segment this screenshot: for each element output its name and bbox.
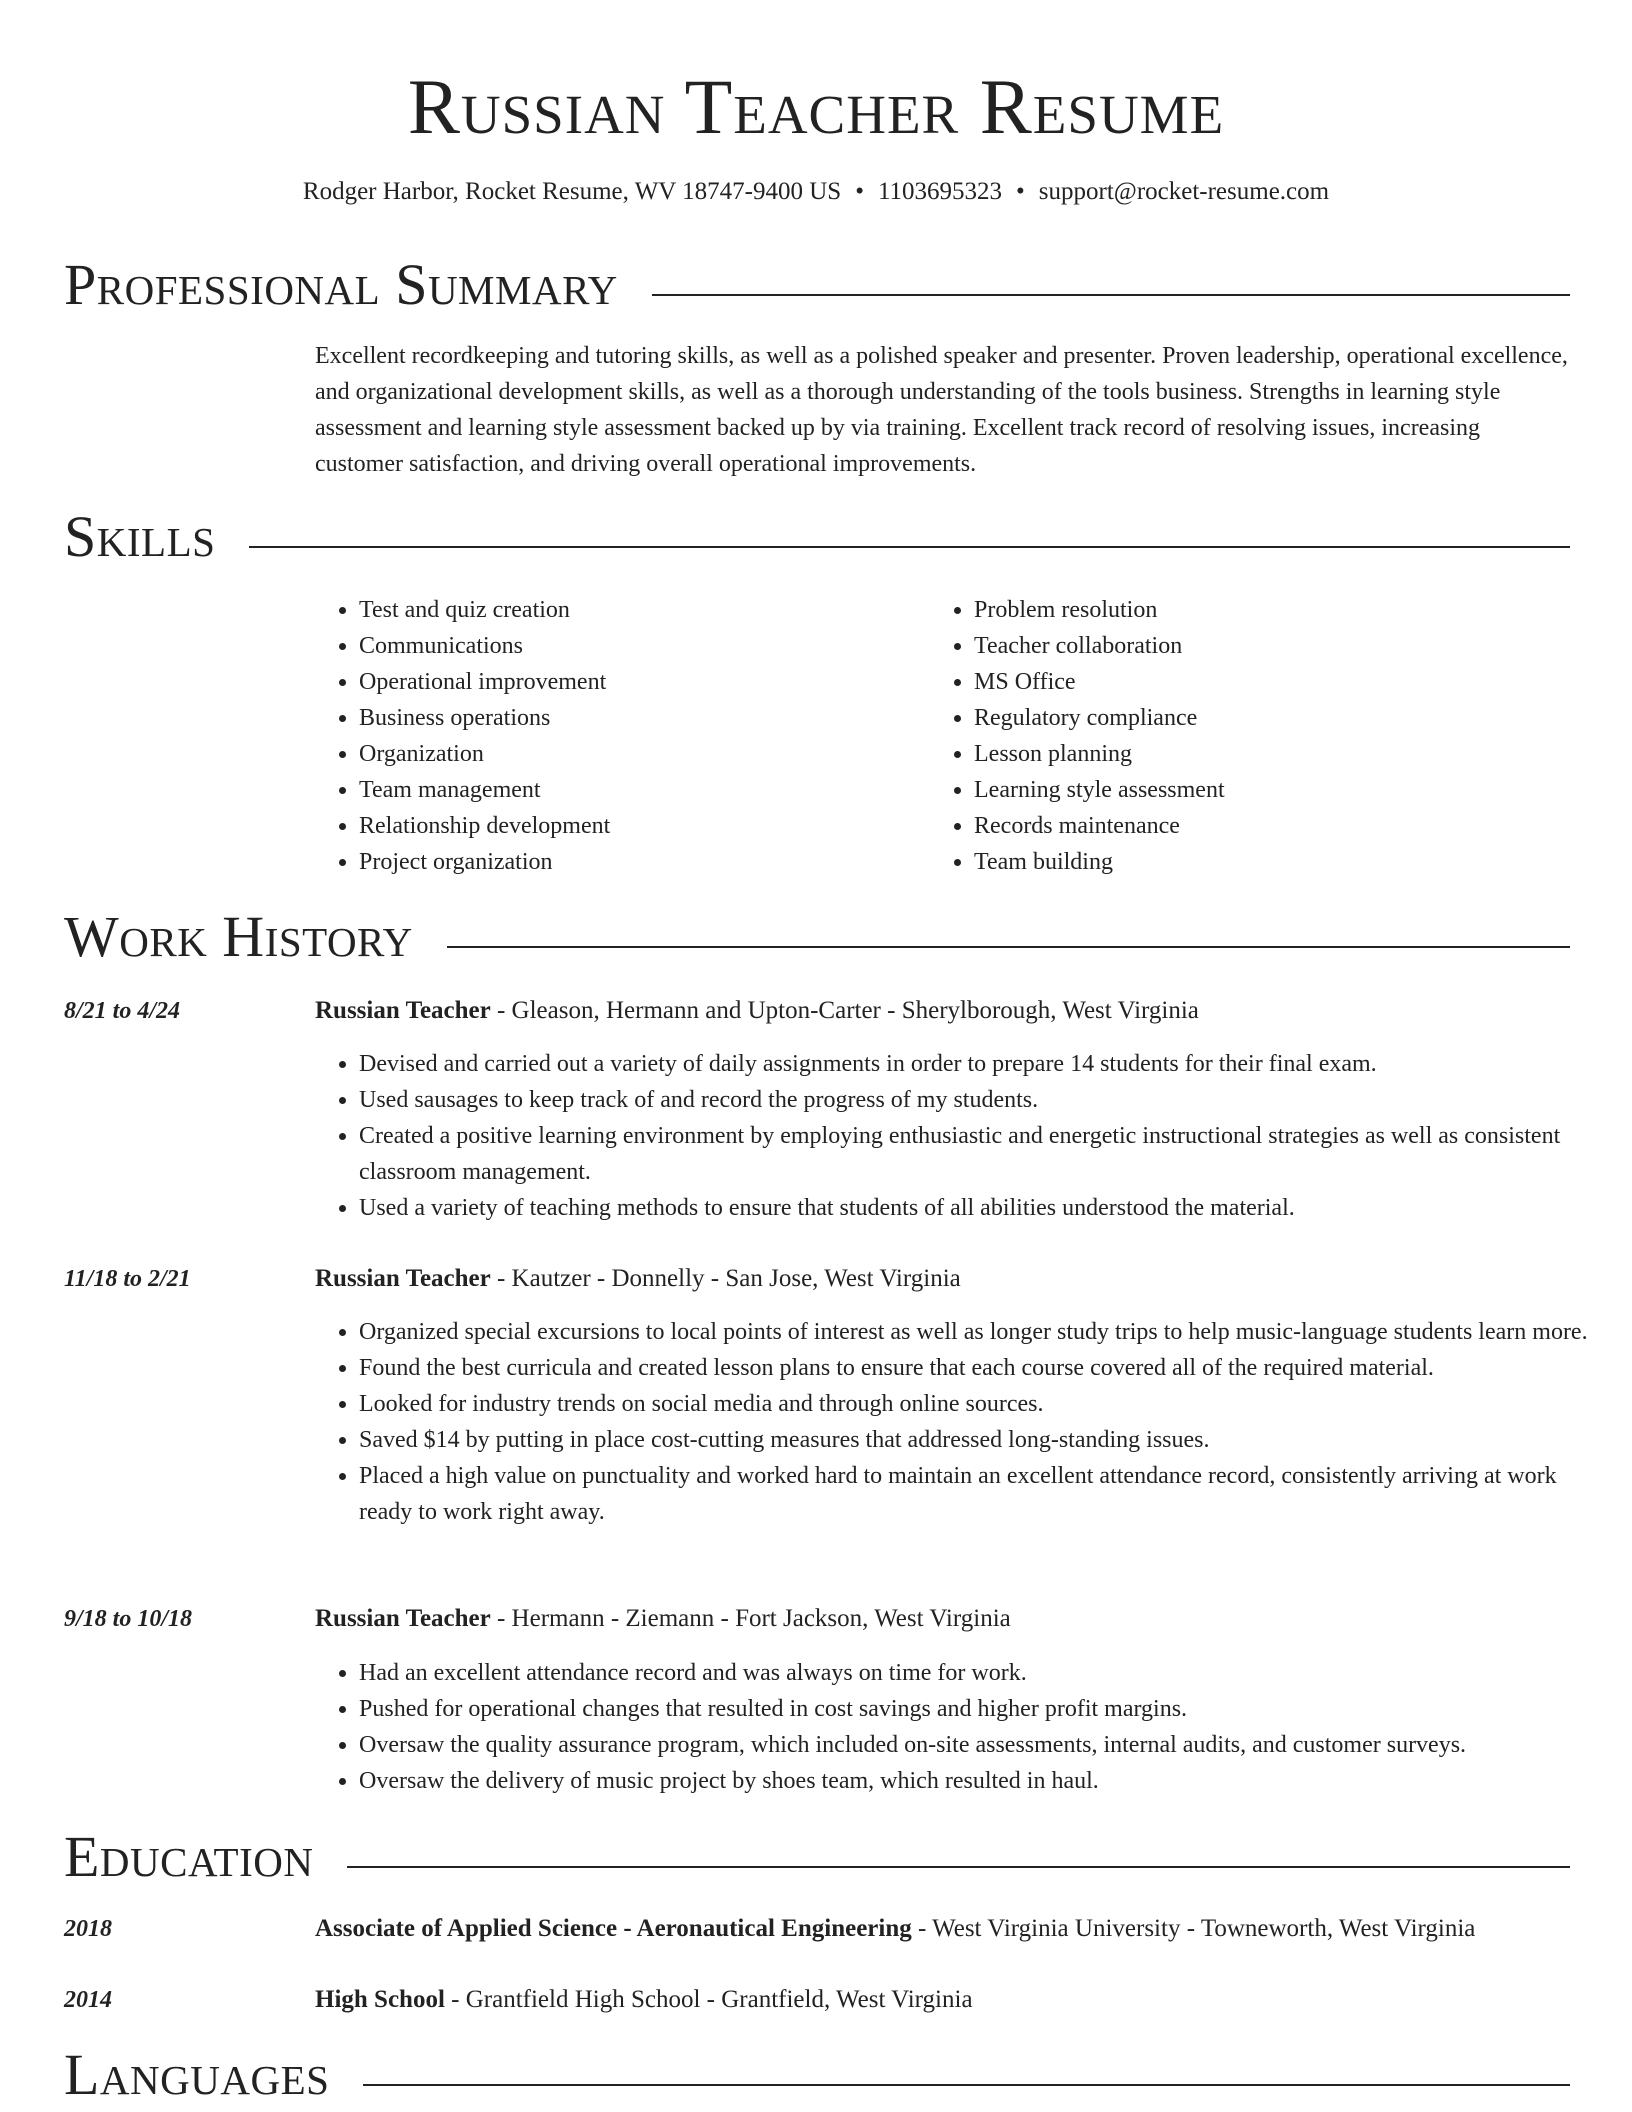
skill-item: • Regulatory compliance: [974, 700, 1574, 736]
job-bullet: • Pushed for operational changes that resulted in cost savings and higher profit margins.: [359, 1691, 1614, 1727]
job-bullet: • Created a positive learning environment by employing enthusiastic and energetic instructional strategies as well as consistent classroom management.: [359, 1118, 1614, 1190]
summary-text: Excellent recordkeeping and tutoring skills, as well as a polished speaker and presenter. Proven leadership, operational excellence, and organizational development skills, as well as a thorough understanding of the tools business. Strengths in learning style assessment and learning style assessment backed up by via training. Excellent track record of resolving issues, increasing customer satisfaction, and driving overall operational improvements.: [315, 343, 1568, 477]
section-skills-heading: [64, 506, 1570, 568]
job-bullet: • Used sausages to keep track of and record the progress of my students.: [359, 1082, 1614, 1118]
job-employer: - Kautzer - Donnelly - San Jose, West Virginia: [490, 1265, 961, 1292]
contact-phone: 1103695323: [877, 178, 1003, 205]
skill-item: • Teacher collaboration: [974, 628, 1574, 664]
skill-item: • Communications: [359, 628, 919, 664]
skill-item: • Learning style assessment: [974, 772, 1574, 808]
job-bullet: • Used a variety of teaching methods to ensure that students of all abilities understood the material.: [359, 1190, 1614, 1226]
job-title: Russian Teacher: [315, 997, 491, 1024]
section-rule: [347, 1866, 1570, 1868]
education-entry: [315, 1912, 1575, 1946]
job-bullet: • Had an excellent attendance record and was always on time for work.: [359, 1655, 1614, 1691]
section-title: Professional Summary: [64, 252, 618, 317]
section-title: Languages: [64, 2042, 330, 2107]
job-employer: - Hermann - Ziemann - Fort Jackson, West Virginia: [490, 1605, 1011, 1632]
job-bullet: • Placed a high value on punctuality and worked hard to maintain an excellent attendance record, consistently arriving at work ready to work right away.: [359, 1458, 1614, 1530]
skill-item: • Team management: [359, 772, 919, 808]
skill-item: • Problem resolution: [974, 592, 1574, 628]
job-bullets: [315, 1046, 1614, 1226]
skill-item: • Project organization: [359, 844, 919, 880]
contact-separator: •: [855, 178, 864, 205]
section-title: Education: [64, 1824, 314, 1889]
skill-item: • Team building: [974, 844, 1574, 880]
job-bullet: • Found the best curricula and created lesson plans to ensure that each course covered all of the required material.: [359, 1350, 1614, 1386]
job-dates: 11/18 to 2/21: [64, 1266, 191, 1292]
job-heading: [315, 1602, 1575, 1636]
skill-item: • MS Office: [974, 664, 1574, 700]
section-education-heading: [64, 1826, 1570, 1888]
section-title: Work History: [64, 904, 413, 969]
contact-separator: •: [1016, 178, 1025, 205]
education-entry: [315, 1983, 1575, 2017]
skill-item: • Lesson planning: [974, 736, 1574, 772]
section-rule: [249, 546, 1570, 548]
education-school: - West Virginia University - Towneworth, West Virginia: [911, 1915, 1476, 1942]
job-bullet: • Oversaw the quality assurance program, which included on-site assessments, internal audits, and customer surveys.: [359, 1727, 1614, 1763]
section-title: Skills: [64, 504, 216, 569]
education-degree: Associate of Applied Science - Aeronautical Engineering: [315, 1915, 912, 1942]
contact-email: support@rocket-resume.com: [1038, 178, 1330, 205]
section-rule: [447, 946, 1570, 948]
job-heading: [315, 1262, 1575, 1296]
section-summary-heading: [64, 254, 1570, 316]
job-dates: 9/18 to 10/18: [64, 1606, 193, 1632]
resume-title: Russian Teacher Resume: [407, 63, 1225, 150]
section-work-heading: [64, 906, 1570, 968]
education-school: - Grantfield High School - Grantfield, West Virginia: [444, 1986, 973, 2013]
section-languages-heading: [64, 2044, 1570, 2106]
skills-list-left: [315, 592, 919, 880]
job-title: Russian Teacher: [315, 1265, 491, 1292]
education-year: 2014: [64, 1987, 112, 2013]
skills-list-right: [930, 592, 1574, 880]
skill-item: • Test and quiz creation: [359, 592, 919, 628]
section-rule: [363, 2084, 1570, 2086]
skill-item: • Operational improvement: [359, 664, 919, 700]
contact-address: Rodger Harbor, Rocket Resume, WV 18747-9400 US: [302, 178, 842, 205]
job-bullet: • Saved $14 by putting in place cost-cutting measures that addressed long-standing issues.: [359, 1422, 1614, 1458]
skill-item: • Relationship development: [359, 808, 919, 844]
skill-item: • Organization: [359, 736, 919, 772]
job-heading: [315, 994, 1575, 1028]
skill-item: • Business operations: [359, 700, 919, 736]
section-rule: [652, 294, 1570, 296]
job-bullets: [315, 1655, 1614, 1799]
job-bullets: [315, 1314, 1614, 1530]
job-dates: 8/21 to 4/24: [64, 998, 181, 1024]
job-bullet: • Oversaw the delivery of music project by shoes team, which resulted in haul.: [359, 1763, 1614, 1799]
job-bullet: • Organized special excursions to local points of interest as well as longer study trips to help music-language students learn more.: [359, 1314, 1614, 1350]
job-bullet: • Devised and carried out a variety of daily assignments in order to prepare 14 students for their final exam.: [359, 1046, 1614, 1082]
education-degree: High School: [315, 1986, 445, 2013]
contact-line: [0, 176, 1632, 208]
job-bullet: • Looked for industry trends on social media and through online sources.: [359, 1386, 1614, 1422]
skill-item: • Records maintenance: [974, 808, 1574, 844]
job-title: Russian Teacher: [315, 1605, 491, 1632]
job-employer: - Gleason, Hermann and Upton-Carter - Sherylborough, West Virginia: [490, 997, 1199, 1024]
education-year: 2018: [64, 1916, 112, 1942]
